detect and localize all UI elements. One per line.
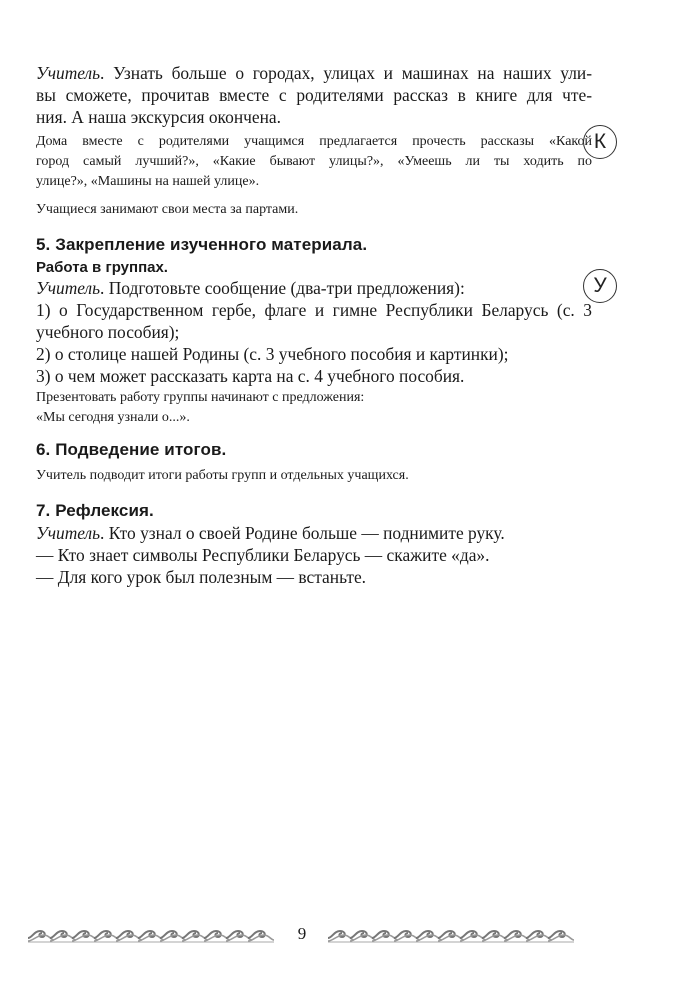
- footer-ornament-left-icon: [28, 922, 274, 944]
- speaker-label: Учитель: [36, 63, 101, 83]
- reflection-line-3: — Для кого урок был полезным — встаньте.: [36, 567, 367, 587]
- speaker-label: Учитель: [36, 278, 101, 298]
- section-5-note: [36, 388, 592, 428]
- task-item-2: 2) о столице нашей Родины (с. 3 учебного пособия и картинки);: [36, 344, 509, 364]
- homework-paragraph: [36, 132, 592, 192]
- section-5-body: [36, 277, 592, 387]
- homework-line-1: Дома вместе с родителями учащимся предлагается прочесть рассказы «Какой: [36, 134, 592, 149]
- reflection-line-1: Учитель. Кто узнал о своей Родине больше — поднимите руку.: [36, 523, 505, 543]
- homework-line-2: город самый лучший?», «Какие бывают улицы?», «Умеешь ли ты ходить по: [36, 154, 592, 169]
- speaker-label: Учитель: [36, 523, 101, 543]
- intro-line-3: ния. А наша экскурсия окончена.: [36, 107, 281, 127]
- intro-line-1: Учитель. Узнать больше о городах, улицах и машинах на наших ули-: [36, 63, 592, 83]
- intro-line-2: вы сможете, прочитав вместе с родителями рассказ в книге для чте-: [36, 85, 592, 105]
- section-7-body: [36, 522, 592, 588]
- task-item-3: 3) о чем может рассказать карта на с. 4 учебного пособия.: [36, 366, 465, 386]
- task-item-1-line-1: 1) о Государственном гербе, флаге и гимне Республики Беларусь (с. 3: [36, 300, 592, 320]
- section-5-subtitle: Работа в группах.: [36, 259, 168, 276]
- page-content: [36, 0, 592, 1000]
- page-number: 9: [297, 924, 307, 943]
- intro-paragraph: [36, 62, 592, 128]
- section-7-title: 7. Рефлексия.: [36, 501, 154, 520]
- section-6-text: Учитель подводит итоги работы групп и отдельных учащихся.: [36, 468, 409, 483]
- marker-k-icon: К: [583, 125, 617, 159]
- task-item-1-line-2: учебного пособия);: [36, 322, 180, 342]
- task-intro: Учитель. Подготовьте сообщение (два-три предложения):: [36, 278, 465, 298]
- section-5-title: 5. Закрепление изученного материала.: [36, 235, 368, 254]
- footer-ornament-right-icon: [328, 922, 574, 944]
- reflection-line-2: — Кто знает символы Республики Беларусь — скажите «да».: [36, 545, 490, 565]
- seats-paragraph: Учащиеся занимают свои места за партами.: [36, 202, 299, 217]
- homework-line-3: улице?», «Машины на нашей улице».: [36, 174, 260, 189]
- section-6-title: 6. Подведение итогов.: [36, 440, 227, 459]
- note-line-2: «Мы сегодня узнали о...».: [36, 410, 190, 425]
- note-line-1: Презентовать работу группы начинают с предложения:: [36, 390, 365, 405]
- marker-u-icon: У: [583, 269, 617, 303]
